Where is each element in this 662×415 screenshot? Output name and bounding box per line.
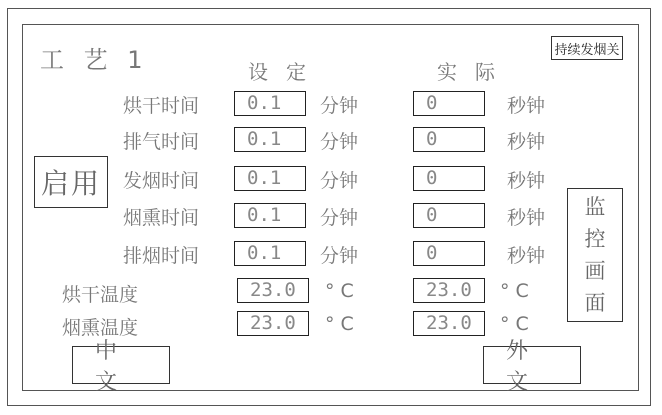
monitor-screen-button[interactable] bbox=[567, 188, 623, 322]
monitor-char-3: 画 bbox=[584, 259, 606, 283]
dry-time-set-unit: 分钟 bbox=[320, 95, 359, 117]
dry-temp-actual-value: 23.0 bbox=[413, 278, 485, 303]
exhaust-time-actual-value: 0 bbox=[413, 127, 485, 152]
exhaust-time-actual-unit: 秒钟 bbox=[507, 131, 546, 153]
smoking-time-actual-unit: 秒钟 bbox=[507, 207, 546, 229]
foreign-language-button[interactable]: 外文 bbox=[483, 346, 581, 384]
smoke-exhaust-time-actual-unit: 秒钟 bbox=[507, 245, 546, 267]
row-label-smoke-gen-time: 发烟时间 bbox=[123, 170, 200, 192]
smoke-temp-set-unit: ° C bbox=[325, 313, 354, 335]
dry-time-set-input[interactable]: 0.1 bbox=[234, 91, 306, 116]
header-actual: 实际 bbox=[437, 60, 513, 84]
smoking-time-set-unit: 分钟 bbox=[320, 207, 359, 229]
smoke-temp-set-input[interactable]: 23.0 bbox=[237, 311, 309, 336]
exhaust-time-set-input[interactable]: 0.1 bbox=[234, 127, 306, 152]
dry-time-actual-value: 0 bbox=[413, 91, 485, 116]
row-label-smoke-exhaust-time: 排烟时间 bbox=[123, 245, 200, 267]
dry-temp-actual-unit: ° C bbox=[500, 280, 529, 302]
monitor-char-1: 监 bbox=[584, 195, 606, 219]
monitor-char-2: 控 bbox=[584, 227, 606, 251]
continuous-smoke-button[interactable]: 持续发烟关 bbox=[551, 36, 623, 60]
dry-temp-set-unit: ° C bbox=[325, 280, 354, 302]
row-label-exhaust-time: 排气时间 bbox=[123, 131, 200, 153]
row-label-smoke-temp: 烟熏温度 bbox=[62, 317, 139, 339]
monitor-char-4: 面 bbox=[584, 291, 606, 315]
smoke-gen-time-actual-value: 0 bbox=[413, 166, 485, 191]
smoking-time-actual-value: 0 bbox=[413, 203, 485, 228]
chinese-language-button[interactable]: 中文 bbox=[72, 346, 170, 384]
dry-time-actual-unit: 秒钟 bbox=[507, 95, 546, 117]
smoke-gen-time-actual-unit: 秒钟 bbox=[507, 170, 546, 192]
smoke-gen-time-set-input[interactable]: 0.1 bbox=[234, 166, 306, 191]
smoke-exhaust-time-set-unit: 分钟 bbox=[320, 245, 359, 267]
row-label-smoking-time: 烟熏时间 bbox=[123, 207, 200, 229]
smoking-time-set-input[interactable]: 0.1 bbox=[234, 203, 306, 228]
header-set: 设定 bbox=[248, 60, 324, 84]
page-title: 工 艺 1 bbox=[40, 46, 149, 74]
smoke-temp-actual-value: 23.0 bbox=[413, 311, 485, 336]
smoke-temp-actual-unit: ° C bbox=[500, 313, 529, 335]
row-label-dry-temp: 烘干温度 bbox=[62, 284, 139, 306]
enable-button[interactable]: 启用 bbox=[34, 156, 108, 208]
smoke-gen-time-set-unit: 分钟 bbox=[320, 170, 359, 192]
exhaust-time-set-unit: 分钟 bbox=[320, 131, 359, 153]
smoke-exhaust-time-set-input[interactable]: 0.1 bbox=[234, 241, 306, 266]
dry-temp-set-input[interactable]: 23.0 bbox=[237, 278, 309, 303]
row-label-dry-time: 烘干时间 bbox=[123, 95, 200, 117]
smoke-exhaust-time-actual-value: 0 bbox=[413, 241, 485, 266]
